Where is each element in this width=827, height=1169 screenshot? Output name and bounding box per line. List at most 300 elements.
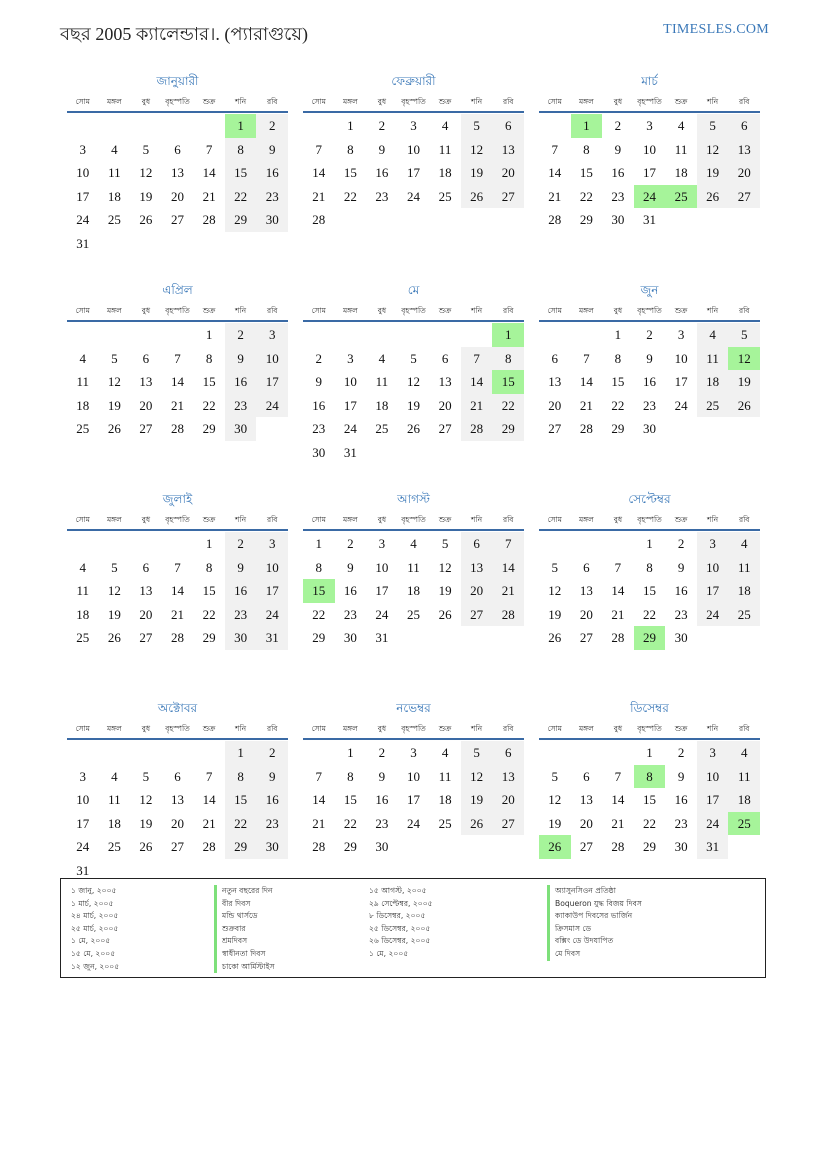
day-cell: 3	[697, 532, 729, 556]
weekday-label: শনি	[707, 515, 719, 524]
day-cell: 6	[551, 350, 559, 366]
empty-cell	[539, 741, 571, 765]
day-cell: 29	[343, 839, 357, 854]
day-cell: 26	[107, 421, 121, 436]
day-cell: 24	[697, 812, 729, 836]
day-cell: 15	[343, 792, 357, 807]
month-title: এপ্রিল	[162, 283, 193, 297]
empty-cell	[99, 741, 131, 765]
day-cell: 3	[256, 323, 288, 347]
day-cell: 1	[225, 741, 257, 765]
day-cell: 7	[205, 141, 213, 157]
weekday-label: সোম	[547, 306, 562, 315]
month-block	[539, 491, 760, 700]
day-cell: 3	[646, 118, 653, 133]
day-grid	[67, 741, 288, 882]
day-cell: 11	[375, 374, 389, 389]
empty-cell	[193, 114, 225, 138]
weekday-label: মঙ্গল	[106, 515, 122, 524]
day-cell: 18	[107, 188, 121, 204]
day-cell: 22	[225, 185, 257, 209]
holiday-entry: বক্সিং ডে উদযাপিত	[555, 936, 614, 946]
day-cell: 7	[174, 559, 181, 575]
day-cell: 28	[611, 630, 625, 645]
day-cell: 10	[406, 141, 420, 157]
day-cell: 15	[202, 374, 216, 389]
day-cell: 19	[139, 815, 153, 831]
day-cell: 20	[548, 397, 562, 413]
weekday-label: সোম	[311, 724, 326, 733]
day-cell: 19	[461, 788, 493, 812]
day-cell: 24	[256, 394, 288, 418]
day-cell: 23	[674, 606, 688, 622]
day-cell: 13	[170, 792, 184, 807]
day-cell: 23	[256, 812, 288, 836]
page-title: বছর 2005 ক্যালেন্ডার।. (প্যারাগুয়ে)	[60, 24, 309, 44]
empty-cell	[539, 532, 571, 556]
holiday-dates-right	[369, 885, 433, 961]
weekday-label: রবি	[738, 724, 750, 733]
day-cell: 12	[548, 792, 562, 807]
day-cell: 24	[256, 603, 288, 627]
day-cell: 7	[614, 768, 622, 784]
month-block	[539, 282, 760, 491]
day-cell: 25	[406, 606, 420, 622]
day-cell: 4	[697, 323, 729, 347]
weekday-label: রবি	[738, 306, 750, 315]
day-cell: 14	[170, 583, 184, 598]
empty-cell	[99, 532, 131, 556]
day-cell: 23	[312, 421, 326, 436]
day-cell: 31	[343, 444, 357, 460]
holiday-entry: বীর দিবস	[222, 898, 251, 908]
day-cell: 4	[410, 536, 417, 551]
weekday-label: সোম	[311, 515, 326, 524]
day-cell: 19	[461, 161, 493, 185]
day-cell: 25	[438, 815, 452, 831]
holiday-entry: ক্রিসমাস ডে	[555, 923, 592, 933]
weekday-label: শনি	[471, 306, 483, 315]
day-cell: 10	[76, 165, 90, 180]
day-cell: 8	[225, 138, 257, 162]
weekday-label: সোম	[75, 306, 90, 315]
day-cell: 8	[614, 350, 622, 366]
day-cell: 16	[375, 165, 389, 180]
holiday-day-cell: 26	[539, 835, 571, 859]
day-cell: 5	[410, 350, 417, 366]
day-cell: 2	[378, 745, 386, 760]
day-cell: 29	[611, 421, 625, 436]
day-cell: 30	[674, 839, 688, 854]
weekday-label: বুধ	[141, 97, 151, 106]
day-grid	[67, 532, 288, 650]
day-cell: 18	[438, 792, 452, 807]
day-cell: 28	[202, 839, 216, 854]
day-cell: 8	[347, 768, 354, 784]
weekday-label: মঙ্গল	[342, 97, 358, 106]
day-cell: 28	[312, 212, 326, 227]
holiday-names-left	[214, 885, 275, 973]
empty-cell	[461, 323, 493, 347]
day-cell: 6	[492, 741, 524, 765]
holiday-entry: চাকো আর্মিস্টাইস	[222, 961, 275, 971]
day-cell: 20	[579, 606, 593, 622]
day-grid	[303, 532, 524, 650]
weekday-label: রবি	[502, 306, 514, 315]
day-cell: 4	[728, 741, 760, 765]
empty-cell	[303, 741, 335, 765]
empty-cell	[162, 532, 194, 556]
holiday-entry: ১২ জুন, ২০০৫	[71, 961, 120, 971]
day-cell: 2	[677, 536, 685, 551]
weekday-label: বৃহস্পতি	[401, 724, 426, 733]
day-cell: 18	[697, 370, 729, 394]
weekday-header	[539, 720, 760, 740]
day-cell: 20	[492, 161, 524, 185]
holiday-day-cell: 15	[303, 579, 335, 603]
day-cell: 1	[315, 536, 323, 551]
weekday-label: শনি	[235, 97, 247, 106]
day-cell: 2	[225, 532, 257, 556]
day-cell: 22	[492, 394, 524, 418]
month-title: ডিসেম্বর	[630, 701, 669, 715]
weekday-label: শুক্র	[202, 515, 216, 524]
day-cell: 17	[76, 188, 90, 204]
holiday-entry: ৮ ডিসেম্বর, ২০০৫	[369, 911, 426, 921]
holiday-entry: Boqueron যুদ্ধ বিজয় দিবস	[555, 898, 642, 908]
month-title: নভেম্বর	[396, 701, 431, 715]
day-cell: 17	[697, 788, 729, 812]
day-cell: 13	[139, 583, 153, 598]
day-cell: 5	[728, 323, 760, 347]
weekday-label: শুক্র	[674, 306, 688, 315]
month-title: জুলাই	[162, 492, 193, 506]
day-cell: 3	[378, 536, 386, 551]
day-cell: 1	[614, 327, 622, 342]
day-cell: 4	[441, 118, 449, 133]
day-cell: 15	[642, 792, 656, 807]
weekday-label: বুধ	[141, 724, 151, 733]
empty-cell	[539, 114, 571, 138]
weekday-label: বুধ	[377, 724, 387, 733]
day-cell: 3	[347, 350, 354, 366]
empty-cell	[366, 323, 398, 347]
day-cell: 12	[461, 138, 493, 162]
holiday-entry: নতুন বছরের দিন	[222, 886, 273, 895]
day-cell: 14	[170, 374, 184, 389]
day-cell: 24	[343, 421, 357, 436]
holiday-entry: শ্রমদিবস	[222, 936, 248, 946]
weekday-header	[303, 511, 524, 531]
day-cell: 2	[225, 323, 257, 347]
day-cell: 15	[202, 583, 216, 598]
holiday-day-cell: 1	[225, 114, 257, 138]
day-cell: 28	[170, 630, 184, 645]
day-cell: 24	[406, 815, 420, 831]
month-title: সেপ্টেম্বর	[628, 492, 671, 506]
month-title: মার্চ	[641, 74, 658, 88]
day-cell: 26	[728, 394, 760, 418]
weekday-label: শুক্র	[674, 97, 688, 106]
day-cell: 20	[461, 579, 493, 603]
day-cell: 27	[139, 630, 153, 645]
day-cell: 21	[312, 188, 326, 204]
day-cell: 27	[170, 839, 184, 854]
weekday-label: মঙ্গল	[342, 306, 358, 315]
weekday-label: বুধ	[613, 306, 623, 315]
day-cell: 9	[677, 559, 685, 575]
day-cell: 1	[347, 745, 354, 760]
weekday-label: শনি	[471, 515, 483, 524]
day-cell: 18	[728, 788, 760, 812]
day-cell: 13	[728, 138, 760, 162]
day-grid	[303, 741, 524, 859]
day-cell: 27	[170, 212, 184, 227]
day-cell: 13	[170, 165, 184, 180]
day-cell: 24	[375, 606, 389, 622]
weekday-header	[539, 93, 760, 113]
month-block	[67, 491, 288, 700]
day-cell: 21	[461, 394, 493, 418]
day-cell: 24	[406, 188, 420, 204]
day-cell: 15	[343, 165, 357, 180]
weekday-label: বুধ	[141, 515, 151, 524]
day-cell: 5	[142, 141, 150, 157]
day-cell: 25	[107, 212, 121, 227]
day-cell: 7	[205, 768, 213, 784]
day-cell: 18	[728, 579, 760, 603]
day-cell: 13	[548, 374, 562, 389]
day-cell: 26	[139, 212, 153, 227]
day-cell: 18	[674, 165, 688, 180]
day-cell: 19	[139, 188, 153, 204]
day-cell: 2	[378, 118, 386, 133]
day-cell: 2	[614, 118, 622, 133]
weekday-label: বুধ	[377, 97, 387, 106]
day-cell: 11	[728, 765, 760, 789]
day-cell: 6	[142, 559, 150, 575]
day-cell: 26	[697, 185, 729, 209]
day-cell: 19	[548, 606, 562, 622]
day-cell: 25	[438, 188, 452, 204]
weekday-label: শনি	[471, 97, 483, 106]
day-cell: 23	[256, 185, 288, 209]
empty-cell	[99, 323, 131, 347]
day-cell: 19	[697, 161, 729, 185]
day-cell: 27	[492, 185, 524, 209]
day-cell: 30	[343, 630, 357, 645]
day-cell: 12	[107, 583, 121, 598]
weekday-label: রবি	[738, 97, 750, 106]
empty-cell	[602, 741, 634, 765]
day-cell: 27	[548, 421, 562, 436]
holiday-entry: ক্যাকাউপ দিবসের ভার্জিন	[555, 911, 633, 921]
day-cell: 7	[174, 350, 181, 366]
day-cell: 26	[139, 839, 153, 854]
holiday-list	[60, 878, 766, 978]
weekday-label: বুধ	[141, 306, 151, 315]
day-cell: 13	[579, 792, 593, 807]
weekday-label: সোম	[311, 97, 326, 106]
day-cell: 23	[674, 815, 688, 831]
day-cell: 2	[256, 741, 288, 765]
holiday-entry: মন্ডি থার্সডে	[222, 911, 258, 921]
weekday-label: সোম	[75, 515, 90, 524]
holiday-entry: ২৫ মার্চ, ২০০৫	[71, 923, 119, 933]
day-grid	[303, 114, 524, 232]
day-cell: 21	[611, 606, 625, 622]
day-cell: 27	[139, 421, 153, 436]
empty-cell	[130, 741, 162, 765]
month-title: অক্টোবর	[157, 701, 198, 715]
month-title: ফেব্রুয়ারী	[391, 74, 436, 88]
day-cell: 2	[677, 745, 685, 760]
day-cell: 20	[139, 397, 153, 413]
day-cell: 12	[548, 583, 562, 598]
day-cell: 28	[492, 603, 524, 627]
day-cell: 10	[406, 768, 420, 784]
empty-cell	[571, 323, 603, 347]
day-cell: 29	[579, 212, 593, 227]
day-cell: 21	[611, 815, 625, 831]
holiday-entry: ১ মার্চ, ২০০৫	[71, 898, 114, 908]
holiday-entry: শুক্রবার	[222, 923, 246, 933]
day-cell: 16	[225, 370, 257, 394]
month-title: জুন	[640, 283, 659, 297]
weekday-label: রবি	[266, 306, 278, 315]
day-cell: 21	[312, 815, 326, 831]
day-cell: 28	[202, 212, 216, 227]
day-cell: 16	[642, 374, 656, 389]
empty-cell	[67, 323, 99, 347]
holiday-entry: ২৫ ডিসেম্বর, ২০০৫	[369, 923, 431, 933]
day-cell: 17	[256, 370, 288, 394]
day-cell: 9	[646, 350, 653, 366]
weekday-label: রবি	[266, 515, 278, 524]
day-cell: 11	[76, 583, 90, 598]
site-link[interactable]: TIMESLES.COM	[663, 22, 769, 37]
day-cell: 20	[492, 788, 524, 812]
day-cell: 17	[343, 397, 357, 413]
day-cell: 5	[697, 114, 729, 138]
weekday-label: বুধ	[377, 306, 387, 315]
day-cell: 16	[225, 579, 257, 603]
day-cell: 23	[611, 188, 625, 204]
day-grid	[539, 741, 760, 859]
day-cell: 1	[347, 118, 354, 133]
day-cell: 2	[347, 536, 354, 551]
day-cell: 15	[225, 788, 257, 812]
day-cell: 21	[548, 188, 562, 204]
day-cell: 7	[315, 768, 323, 784]
day-cell: 21	[202, 815, 216, 831]
day-cell: 14	[492, 556, 524, 580]
day-cell: 26	[107, 630, 121, 645]
day-cell: 4	[378, 350, 386, 366]
day-cell: 31	[256, 626, 288, 650]
day-cell: 30	[611, 212, 625, 227]
day-cell: 27	[492, 812, 524, 836]
weekday-label: বুধ	[613, 97, 623, 106]
empty-cell	[67, 114, 99, 138]
weekday-header	[67, 720, 288, 740]
day-cell: 16	[256, 788, 288, 812]
day-cell: 17	[375, 583, 389, 598]
month-block	[67, 282, 288, 491]
day-cell: 8	[583, 141, 590, 157]
day-cell: 9	[614, 141, 622, 157]
day-cell: 8	[492, 347, 524, 371]
day-cell: 5	[111, 350, 118, 366]
day-cell: 21	[170, 397, 184, 413]
day-cell: 10	[256, 347, 288, 371]
day-cell: 25	[76, 421, 90, 436]
day-cell: 14	[579, 374, 593, 389]
day-cell: 28	[611, 839, 625, 854]
empty-cell	[429, 323, 461, 347]
day-cell: 24	[76, 839, 90, 854]
weekday-label: রবি	[502, 97, 514, 106]
day-cell: 4	[677, 118, 685, 133]
empty-cell	[67, 532, 99, 556]
day-cell: 16	[256, 161, 288, 185]
day-cell: 30	[674, 630, 688, 645]
day-cell: 2	[646, 327, 653, 342]
day-cell: 5	[551, 559, 559, 575]
day-cell: 11	[407, 559, 420, 575]
day-cell: 13	[461, 556, 493, 580]
day-cell: 7	[583, 350, 590, 366]
month-title: জানুয়ারী	[156, 74, 199, 88]
month-title: আগস্ট	[397, 492, 430, 506]
holiday-day-cell: 29	[634, 626, 666, 650]
day-cell: 9	[315, 374, 323, 389]
day-cell: 29	[312, 630, 326, 645]
day-cell: 17	[76, 815, 90, 831]
day-cell: 24	[76, 212, 90, 227]
holiday-day-cell: 1	[571, 114, 603, 138]
day-cell: 27	[579, 839, 593, 854]
weekday-label: বৃহস্পতি	[165, 515, 190, 524]
day-cell: 17	[642, 165, 656, 180]
day-cell: 23	[225, 394, 257, 418]
day-cell: 19	[406, 397, 420, 413]
holiday-entry: স্বাধীনতা দিবস	[222, 948, 266, 958]
empty-cell	[571, 741, 603, 765]
day-cell: 22	[343, 188, 357, 204]
day-grid	[67, 114, 288, 255]
day-cell: 21	[579, 397, 593, 413]
month-block	[303, 282, 524, 491]
day-cell: 10	[697, 765, 729, 789]
day-cell: 13	[492, 138, 524, 162]
weekday-label: বৃহস্পতি	[637, 306, 662, 315]
holiday-day-cell: 12	[728, 347, 760, 371]
day-cell: 21	[202, 188, 216, 204]
day-cell: 7	[461, 347, 493, 371]
day-cell: 9	[225, 556, 257, 580]
day-cell: 1	[646, 536, 653, 551]
day-cell: 11	[697, 347, 729, 371]
day-cell: 6	[728, 114, 760, 138]
day-cell: 27	[461, 603, 493, 627]
day-cell: 12	[107, 374, 121, 389]
empty-cell	[130, 114, 162, 138]
day-cell: 28	[461, 417, 493, 441]
day-cell: 25	[375, 421, 389, 436]
day-cell: 25	[728, 603, 760, 627]
weekday-label: সোম	[547, 724, 562, 733]
